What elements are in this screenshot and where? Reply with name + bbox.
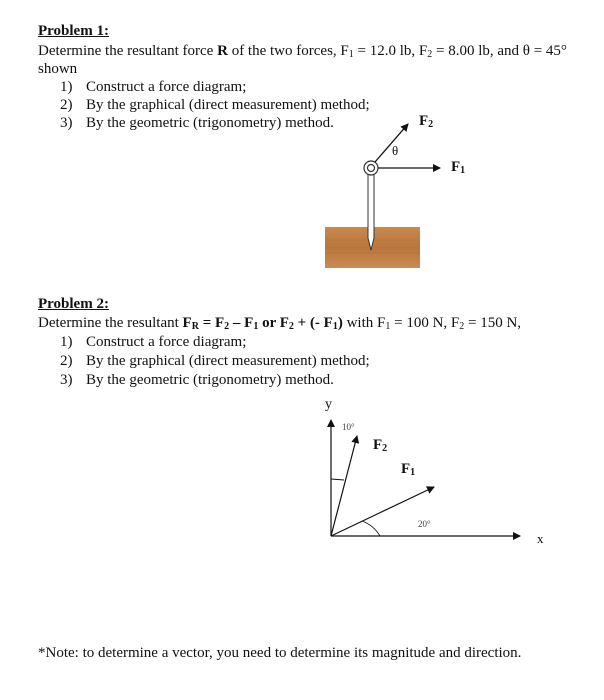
problem1-step: 3) By the geometric (trigonometry) method. [60,115,334,131]
angle-arc-10 [331,479,344,480]
angle-20-label: 20° [418,519,431,529]
problem1-step: 2) By the graphical (direct measurement) method; [60,97,370,113]
problem1-heading: Problem 1: [38,23,109,39]
problem2-step: 2) By the graphical (direct measurement) method; [60,353,370,369]
angle-arc-20 [362,521,380,536]
problem2-step: 3) By the geometric (trigonometry) method. [60,372,334,388]
problem1-statement: Determine the resultant force R of the two forces, $F_1 = 12.0$ lb, $F_2 = 8.00$ lb, and θ = 45° [38,43,567,60]
problem1-step: 1) Construct a force diagram; [60,79,247,95]
f2-label: $F_2$ [419,113,434,130]
f1-label: $F_1$ [451,159,466,176]
problem1-figure [325,124,440,268]
problem2-statement: Determine the resultant $F_R = F_2 - F_1$ or $F_2$ + (- $F_1$) with $F_1 = 100$ N, $F_2 = 150$ N, [38,315,522,332]
problem1-statement-cont: shown [38,61,78,77]
x-axis-label: x [537,531,544,546]
theta-label: θ [392,143,399,158]
f1-label: $F_1$ [401,461,416,478]
problem2-heading: Problem 2: [38,296,109,312]
f2-label: $F_2$ [373,437,388,454]
note: *Note: to determine a vector, you need to determine its magnitude and direction. [38,645,522,661]
nail [368,174,374,250]
problem2-step: 1) Construct a force diagram; [60,334,247,350]
angle-10-label: 10° [342,422,355,432]
f2-vector [331,436,357,536]
y-axis-label: y [325,397,332,412]
